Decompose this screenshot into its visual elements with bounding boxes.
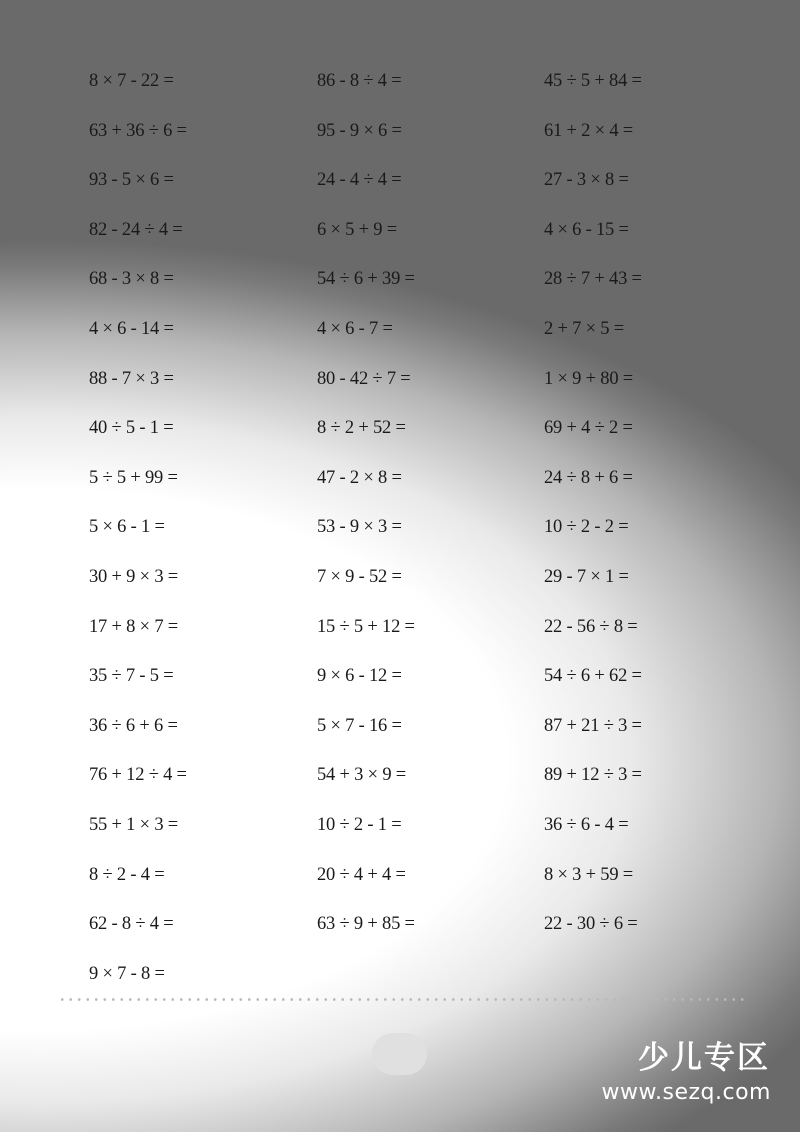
math-problem: 62 - 8 ÷ 4 =	[89, 914, 174, 934]
math-problem: 80 - 42 ÷ 7 =	[317, 369, 411, 389]
brand-url: www.sezq.com	[601, 1080, 771, 1105]
math-problem: 2 + 7 × 5 =	[544, 319, 624, 339]
math-problem: 63 ÷ 9 + 85 =	[317, 914, 415, 934]
math-problem: 9 × 6 - 12 =	[317, 666, 402, 686]
math-problem: 22 - 56 ÷ 8 =	[544, 617, 638, 637]
math-problem: 35 ÷ 7 - 5 =	[89, 666, 174, 686]
math-problem: 8 × 3 + 59 =	[544, 865, 634, 885]
math-problem: 4 × 6 - 15 =	[544, 220, 629, 240]
math-problem: 4 × 6 - 7 =	[317, 319, 393, 339]
math-problem: 8 ÷ 2 + 52 =	[317, 418, 406, 438]
math-problem: 6 × 5 + 9 =	[317, 220, 397, 240]
math-problem: 47 - 2 × 8 =	[317, 468, 402, 488]
math-problem: 20 ÷ 4 + 4 =	[317, 865, 406, 885]
math-problem: 5 × 6 - 1 =	[89, 517, 165, 537]
math-problem: 29 - 7 × 1 =	[544, 567, 629, 587]
math-problem: 10 ÷ 2 - 2 =	[544, 517, 629, 537]
math-problem: 8 × 7 - 22 =	[89, 71, 174, 91]
math-problem: 27 - 3 × 8 =	[544, 170, 629, 190]
math-problem: 5 ÷ 5 + 99 =	[89, 468, 178, 488]
math-problem: 82 - 24 ÷ 4 =	[89, 220, 183, 240]
math-problem: 1 × 9 + 80 =	[544, 369, 634, 389]
math-problem: 24 - 4 ÷ 4 =	[317, 170, 402, 190]
math-problem: 17 + 8 × 7 =	[89, 617, 179, 637]
math-problem: 30 + 9 × 3 =	[89, 567, 179, 587]
math-problem: 36 ÷ 6 + 6 =	[89, 716, 178, 736]
math-problem: 54 ÷ 6 + 39 =	[317, 269, 415, 289]
math-problem: 40 ÷ 5 - 1 =	[89, 418, 174, 438]
math-problem: 5 × 7 - 16 =	[317, 716, 402, 736]
math-problem: 69 + 4 ÷ 2 =	[544, 418, 633, 438]
math-problem: 4 × 6 - 14 =	[89, 319, 174, 339]
math-problem: 55 + 1 × 3 =	[89, 815, 179, 835]
dotted-divider	[58, 998, 744, 1001]
math-problem: 93 - 5 × 6 =	[89, 170, 174, 190]
math-problem: 54 + 3 × 9 =	[317, 765, 407, 785]
math-problem: 88 - 7 × 3 =	[89, 369, 174, 389]
math-problem: 45 ÷ 5 + 84 =	[544, 71, 642, 91]
math-problem: 7 × 9 - 52 =	[317, 567, 402, 587]
math-problem: 63 + 36 ÷ 6 =	[89, 121, 187, 141]
math-problem: 95 - 9 × 6 =	[317, 121, 402, 141]
math-problem: 87 + 21 ÷ 3 =	[544, 716, 642, 736]
math-problem: 36 ÷ 6 - 4 =	[544, 815, 629, 835]
math-problem: 9 × 7 - 8 =	[89, 964, 165, 984]
math-problem: 28 ÷ 7 + 43 =	[544, 269, 642, 289]
math-problem: 89 + 12 ÷ 3 =	[544, 765, 642, 785]
math-problem: 8 ÷ 2 - 4 =	[89, 865, 165, 885]
math-problem: 15 ÷ 5 + 12 =	[317, 617, 415, 637]
math-problem: 68 - 3 × 8 =	[89, 269, 174, 289]
math-problem: 86 - 8 ÷ 4 =	[317, 71, 402, 91]
math-problem: 54 ÷ 6 + 62 =	[544, 666, 642, 686]
page-number-badge	[372, 1033, 427, 1075]
math-problem: 76 + 12 ÷ 4 =	[89, 765, 187, 785]
math-problem: 24 ÷ 8 + 6 =	[544, 468, 633, 488]
math-problem: 10 ÷ 2 - 1 =	[317, 815, 402, 835]
math-problem: 61 + 2 × 4 =	[544, 121, 634, 141]
math-problem: 22 - 30 ÷ 6 =	[544, 914, 638, 934]
brand-logo-text: 少儿专区	[638, 1040, 770, 1076]
math-problem: 53 - 9 × 3 =	[317, 517, 402, 537]
